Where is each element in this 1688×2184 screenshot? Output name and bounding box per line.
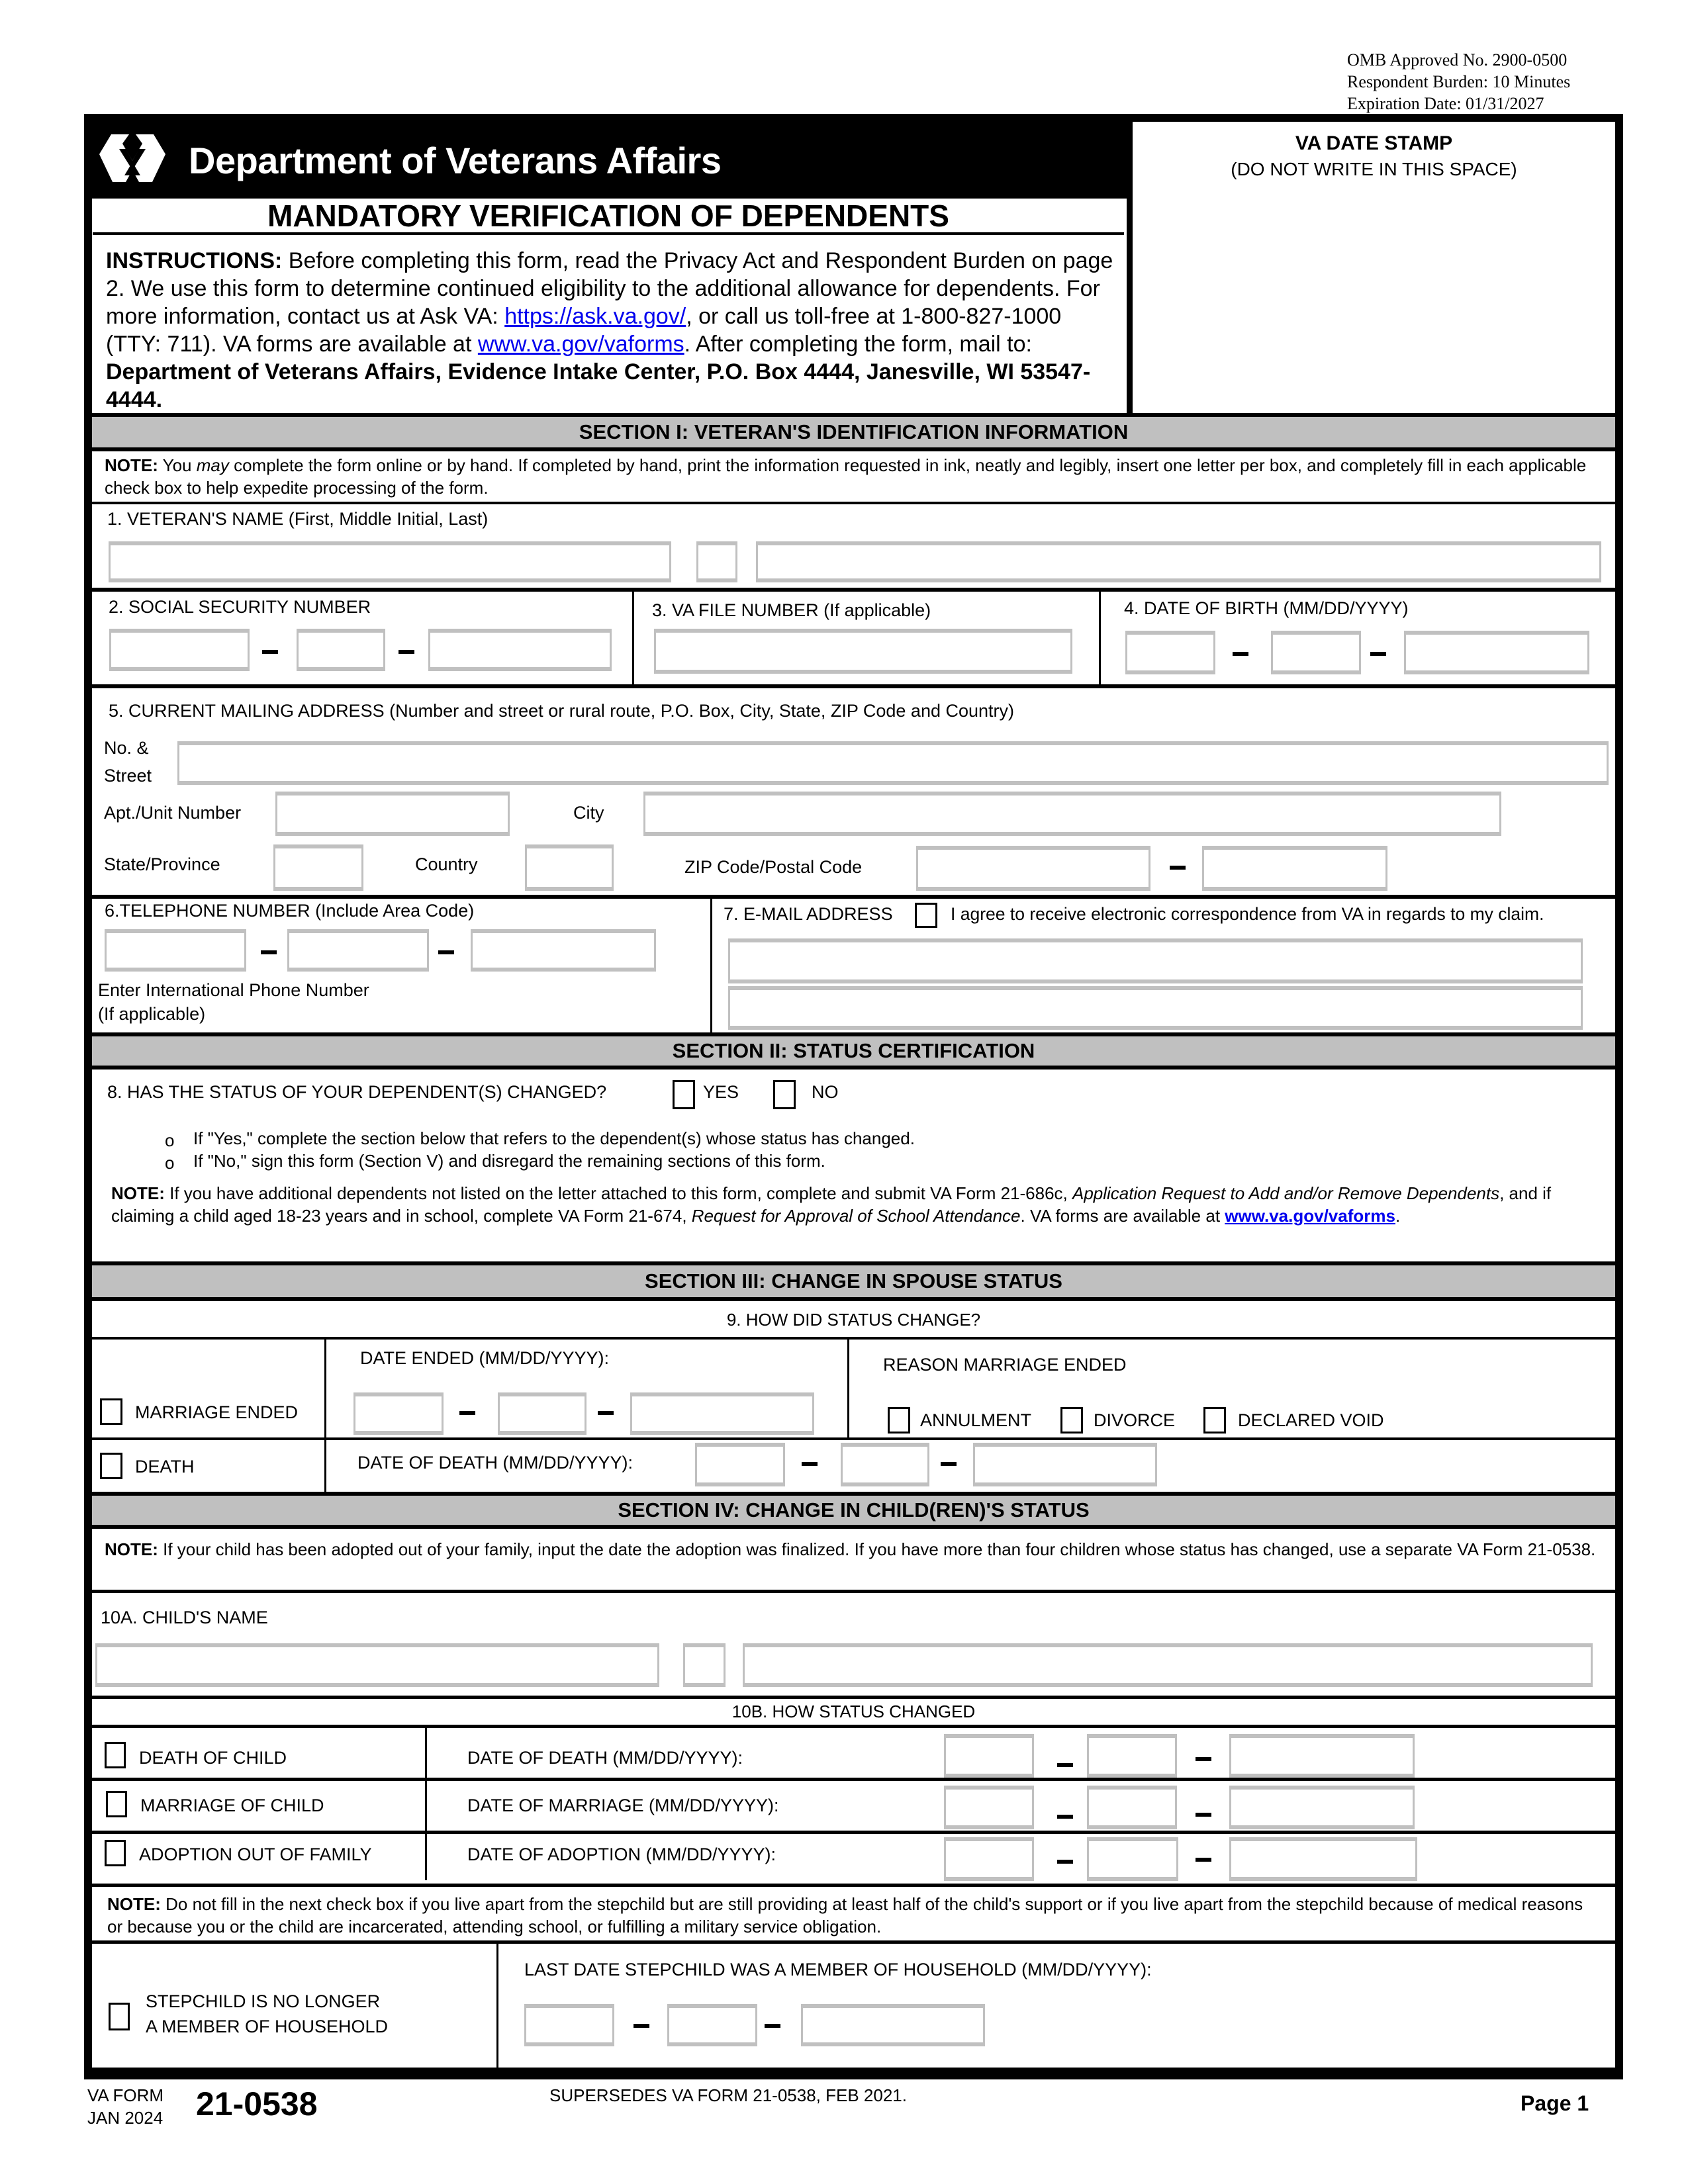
- bullet-icon: o: [165, 1153, 175, 1173]
- phone-line-input[interactable]: [471, 929, 656, 972]
- mailing-address: Department of Veterans Affairs, Evidence Intake Center, P.O. Box 4444, Janesville, WI 53547- 4444.: [106, 359, 1091, 412]
- status-changed-yes-checkbox[interactable]: [673, 1080, 695, 1109]
- street-label: Street: [104, 766, 152, 786]
- stepchild-label: STEPCHILD IS NO LONGER: [146, 1991, 381, 2011]
- divider: [92, 895, 1615, 899]
- instructions: [106, 247, 1119, 414]
- va-file-number-label: 3. VA FILE NUMBER (If applicable): [652, 600, 931, 620]
- divider: [92, 1940, 1615, 1944]
- divider: [92, 684, 1615, 688]
- dob-day-input[interactable]: [1271, 631, 1361, 674]
- section-3-header: SECTION III: CHANGE IN SPOUSE STATUS: [92, 1261, 1615, 1301]
- note-text: If you have additional dependents not listed on the letter attached to this form, complete and submit VA Form 21-686c,: [164, 1183, 1072, 1203]
- state-province-input[interactable]: [273, 844, 363, 891]
- divider: [92, 1337, 1615, 1340]
- country-label: Country: [415, 854, 478, 874]
- child-death-year-input[interactable]: [1229, 1734, 1415, 1778]
- dash-separator: [262, 650, 278, 654]
- date-stamp-title: VA DATE STAMP: [1295, 132, 1453, 154]
- childs-name-label: 10A. CHILD'S NAME: [101, 1608, 268, 1627]
- how-status-changed-label: 9. HOW DID STATUS CHANGE?: [726, 1310, 981, 1330]
- spouse-death-day-input[interactable]: [841, 1443, 929, 1486]
- child-marriage-year-input[interactable]: [1229, 1786, 1415, 1829]
- divider: [92, 1696, 1615, 1699]
- note-text: , and if claiming a child aged 18-23 years and in school, complete VA Form 21-674,: [111, 1183, 1552, 1226]
- dash-separator: [459, 1411, 475, 1415]
- va-file-number-input[interactable]: [654, 629, 1072, 674]
- state-province-label: State/Province: [104, 854, 220, 874]
- section-2-header: SECTION II: STATUS CERTIFICATION: [92, 1032, 1615, 1069]
- status-changed-no-checkbox[interactable]: [773, 1080, 796, 1109]
- form-number: 21-0538: [196, 2085, 318, 2122]
- child-date-of-death-label: DATE OF DEATH (MM/DD/YYYY):: [467, 1748, 743, 1768]
- stepchild-checkbox[interactable]: [109, 2003, 130, 2030]
- email-label: 7. E-MAIL ADDRESS: [724, 904, 893, 924]
- dash-separator: [1370, 652, 1386, 656]
- divider: [92, 588, 1615, 592]
- dash-separator: [1057, 1763, 1073, 1767]
- note-text: Application Request to Add and/or Remove Dependents: [1072, 1183, 1500, 1203]
- instructions-text: . After completing the form, mail to:: [684, 332, 1032, 357]
- child-death-month-input[interactable]: [944, 1734, 1034, 1778]
- veteran-last-name-input[interactable]: [756, 541, 1601, 582]
- vaforms-link[interactable]: www.va.gov/vaforms: [1225, 1206, 1395, 1226]
- divider: [324, 1340, 326, 1492]
- country-input[interactable]: [525, 844, 614, 891]
- death-label: DEATH: [135, 1457, 195, 1477]
- instructions-label: INSTRUCTIONS:: [106, 248, 283, 273]
- omb-info: [1347, 49, 1570, 114]
- divider: [1099, 592, 1101, 684]
- child-middle-initial-input[interactable]: [683, 1643, 726, 1687]
- veteran-name-label: 1. VETERAN'S NAME (First, Middle Initial, Last): [107, 509, 489, 529]
- declared-void-checkbox[interactable]: [1203, 1407, 1226, 1433]
- section-1-note: [105, 454, 1607, 499]
- intl-phone-label: Enter International Phone Number: [98, 980, 369, 1000]
- death-of-child-checkbox[interactable]: [105, 1742, 126, 1768]
- date-ended-day-input[interactable]: [498, 1392, 586, 1435]
- bullet-icon: o: [165, 1130, 175, 1150]
- va-seal-logo-icon: [93, 129, 172, 192]
- va-form-label: VA FORM: [87, 2085, 164, 2105]
- dash-separator: [1196, 1757, 1211, 1761]
- instructions-text: , or call us toll-free at 1-800-827-1000 (TTY: 711). VA forms are available at: [106, 304, 1062, 357]
- city-input[interactable]: [643, 792, 1501, 836]
- veteran-first-name-input[interactable]: [109, 541, 671, 582]
- divider: [92, 1778, 1615, 1781]
- stepchild-year-input[interactable]: [801, 2004, 985, 2046]
- note-label: NOTE:: [107, 1894, 161, 1914]
- how-status-changed-label: 10B. HOW STATUS CHANGED: [731, 1702, 976, 1721]
- dob-year-input[interactable]: [1404, 631, 1589, 674]
- veteran-middle-initial-input[interactable]: [696, 541, 737, 582]
- declared-void-label: DECLARED VOID: [1238, 1410, 1384, 1430]
- child-marriage-day-input[interactable]: [1087, 1786, 1177, 1829]
- section-1-header: SECTION I: VETERAN'S IDENTIFICATION INFORMATION: [92, 413, 1615, 451]
- marriage-of-child-label: MARRIAGE OF CHILD: [140, 1796, 324, 1815]
- date-stamp-note: (DO NOT WRITE IN THIS SPACE): [1231, 159, 1517, 179]
- ask-va-link[interactable]: https://ask.va.gov/: [504, 304, 686, 329]
- stepchild-label: A MEMBER OF HOUSEHOLD: [146, 2017, 389, 2036]
- stepchild-day-input[interactable]: [667, 2004, 757, 2046]
- zip-code-extension-input[interactable]: [1202, 846, 1387, 891]
- reason-marriage-ended-label: REASON MARRIAGE ENDED: [883, 1355, 1127, 1375]
- dash-separator: [633, 2024, 649, 2028]
- dob-label: 4. DATE OF BIRTH (MM/DD/YYYY): [1124, 598, 1409, 618]
- page-number: Page 1: [1521, 2091, 1589, 2115]
- phone-prefix-input[interactable]: [287, 929, 429, 972]
- dash-separator: [765, 2024, 780, 2028]
- date-of-death-label: DATE OF DEATH (MM/DD/YYYY):: [357, 1453, 633, 1473]
- instructions-text: Before completing this form, read the Privacy Act and Respondent Burden on page 2. We use this form to determine continued eligibility to the additional allowance for dependents. For more information, contact us at Ask VA:: [106, 248, 1113, 329]
- dash-separator: [261, 950, 277, 954]
- dash-separator: [1057, 1860, 1073, 1864]
- note-text: Do not fill in the next check box if you live apart from the stepchild but are still providing at least half of the child's support or if you live apart from the stepchild because of medical reasons or because you or the child are incarcerated, attending school, or fulfilling a military service obligation.: [107, 1894, 1583, 1936]
- telephone-label: 6.TELEPHONE NUMBER (Include Area Code): [105, 901, 475, 921]
- marriage-of-child-checkbox[interactable]: [106, 1791, 127, 1817]
- divider: [496, 1944, 498, 2068]
- note-text: complete the form online or by hand. If completed by hand, print the information requested in ink, neatly and legibly, insert one letter per box, and completely fill in each applicable check box to help expedite processing of the form.: [105, 455, 1587, 498]
- stepchild-month-input[interactable]: [524, 2004, 614, 2046]
- child-first-name-input[interactable]: [95, 1643, 659, 1687]
- child-death-day-input[interactable]: [1087, 1734, 1177, 1778]
- intl-phone-label: (If applicable): [98, 1004, 206, 1024]
- note-text: If your child has been adopted out of your family, input the date the adoption was finalized. If you have more than four children whose status has changed, use a separate VA Form 21-0538.: [158, 1539, 1596, 1559]
- no-label: NO: [812, 1082, 839, 1102]
- dash-separator: [1057, 1815, 1073, 1819]
- dash-separator: [1196, 1858, 1211, 1862]
- adoption-year-input[interactable]: [1229, 1837, 1417, 1881]
- note-label: NOTE:: [105, 455, 158, 475]
- form-title: MANDATORY VERIFICATION OF DEPENDENTS: [93, 199, 1124, 235]
- divider: [632, 592, 634, 684]
- last-date-stepchild-label: LAST DATE STEPCHILD WAS A MEMBER OF HOUSEHOLD (MM/DD/YYYY):: [524, 1960, 1152, 1979]
- date-ended-label: DATE ENDED (MM/DD/YYYY):: [360, 1348, 610, 1368]
- respondent-burden: Respondent Burden: 10 Minutes: [1347, 72, 1571, 91]
- date-ended-year-input[interactable]: [630, 1392, 814, 1435]
- note-text: .: [1395, 1206, 1401, 1226]
- child-last-name-input[interactable]: [743, 1643, 1593, 1687]
- dash-separator: [1170, 866, 1186, 870]
- spouse-death-checkbox[interactable]: [100, 1453, 122, 1479]
- adoption-month-input[interactable]: [944, 1837, 1034, 1881]
- divider: [92, 1725, 1615, 1728]
- death-of-child-label: DEATH OF CHILD: [139, 1748, 287, 1768]
- city-label: City: [573, 803, 604, 823]
- divorce-label: DIVORCE: [1094, 1410, 1176, 1430]
- ssn-part1-input[interactable]: [109, 629, 250, 671]
- apt-unit-label: Apt./Unit Number: [104, 803, 242, 823]
- street-address-input[interactable]: [177, 741, 1609, 785]
- yes-instruction: If "Yes," complete the section below that refers to the dependent(s) whose status has changed.: [193, 1128, 915, 1148]
- adoption-day-input[interactable]: [1087, 1837, 1178, 1881]
- yes-label: YES: [703, 1082, 739, 1102]
- dob-month-input[interactable]: [1125, 631, 1215, 674]
- omb-number: OMB Approved No. 2900-0500: [1347, 50, 1568, 69]
- date-ended-month-input[interactable]: [353, 1392, 444, 1435]
- email-consent-checkbox[interactable]: [915, 903, 937, 928]
- phone-area-code-input[interactable]: [105, 929, 246, 972]
- divider: [92, 1884, 1615, 1887]
- marriage-ended-checkbox[interactable]: [100, 1398, 122, 1425]
- divorce-checkbox[interactable]: [1060, 1407, 1083, 1433]
- annulment-label: ANNULMENT: [920, 1410, 1032, 1430]
- apt-unit-input[interactable]: [275, 792, 510, 836]
- dash-separator: [802, 1462, 818, 1466]
- divider: [425, 1728, 427, 1880]
- note-text: may: [196, 455, 229, 475]
- no-instruction: If "No," sign this form (Section V) and disregard the remaining sections of this form.: [193, 1151, 825, 1171]
- ssn-part2-input[interactable]: [297, 629, 385, 671]
- adoption-checkbox[interactable]: [105, 1840, 126, 1866]
- section-4-header: SECTION IV: CHANGE IN CHILD(REN)'S STATUS: [92, 1492, 1615, 1529]
- email-input-line2[interactable]: [728, 986, 1583, 1030]
- section-2-note: [111, 1182, 1607, 1227]
- marriage-ended-label: MARRIAGE ENDED: [135, 1402, 299, 1422]
- expiration-date: Expiration Date: 01/31/2027: [1347, 94, 1544, 113]
- spouse-death-month-input[interactable]: [695, 1443, 785, 1486]
- email-consent-label: I agree to receive electronic correspondence from VA in regards to my claim.: [951, 904, 1544, 924]
- child-marriage-month-input[interactable]: [944, 1786, 1034, 1829]
- divider: [710, 899, 712, 1032]
- ssn-label: 2. SOCIAL SECURITY NUMBER: [109, 597, 371, 617]
- zip-code-input[interactable]: [916, 846, 1150, 891]
- note-label: NOTE:: [105, 1539, 158, 1559]
- form-date: JAN 2024: [87, 2108, 164, 2128]
- dash-separator: [941, 1462, 957, 1466]
- supersedes-note: SUPERSEDES VA FORM 21-0538, FEB 2021.: [549, 2085, 907, 2105]
- spouse-death-year-input[interactable]: [973, 1443, 1157, 1486]
- divider: [92, 1437, 1615, 1440]
- dash-separator: [1233, 652, 1248, 656]
- status-changed-question: 8. HAS THE STATUS OF YOUR DEPENDENT(S) CHANGED?: [107, 1082, 607, 1102]
- mailing-address-label: 5. CURRENT MAILING ADDRESS (Number and street or rural route, P.O. Box, City, State, ZIP Code and Country): [109, 701, 1015, 721]
- divider: [92, 502, 1615, 504]
- vaforms-link[interactable]: www.va.gov/vaforms: [477, 332, 684, 357]
- note-text: . VA forms are available at: [1020, 1206, 1225, 1226]
- divider: [92, 1590, 1615, 1593]
- divider: [847, 1340, 849, 1439]
- date-of-adoption-label: DATE OF ADOPTION (MM/DD/YYYY):: [467, 1844, 776, 1864]
- section-4-note: [105, 1538, 1601, 1561]
- ssn-part3-input[interactable]: [428, 629, 612, 671]
- dash-separator: [598, 1411, 614, 1415]
- divider: [92, 1831, 1615, 1834]
- stepchild-note: [107, 1893, 1590, 1938]
- stamp-divider: [1127, 120, 1133, 417]
- dash-separator: [1196, 1813, 1211, 1817]
- note-text: You: [158, 455, 197, 475]
- note-text: Request for Approval of School Attendance: [691, 1206, 1021, 1226]
- annulment-checkbox[interactable]: [888, 1407, 910, 1433]
- note-label: NOTE:: [111, 1183, 165, 1203]
- adoption-label: ADOPTION OUT OF FAMILY: [139, 1844, 372, 1864]
- zip-code-label: ZIP Code/Postal Code: [684, 857, 863, 877]
- dash-separator: [399, 650, 414, 654]
- date-of-marriage-label: DATE OF MARRIAGE (MM/DD/YYYY):: [467, 1796, 779, 1815]
- dash-separator: [438, 950, 454, 954]
- department-name: Department of Veterans Affairs: [189, 140, 722, 181]
- street-label: No. &: [104, 738, 149, 758]
- email-input-line1[interactable]: [728, 938, 1583, 983]
